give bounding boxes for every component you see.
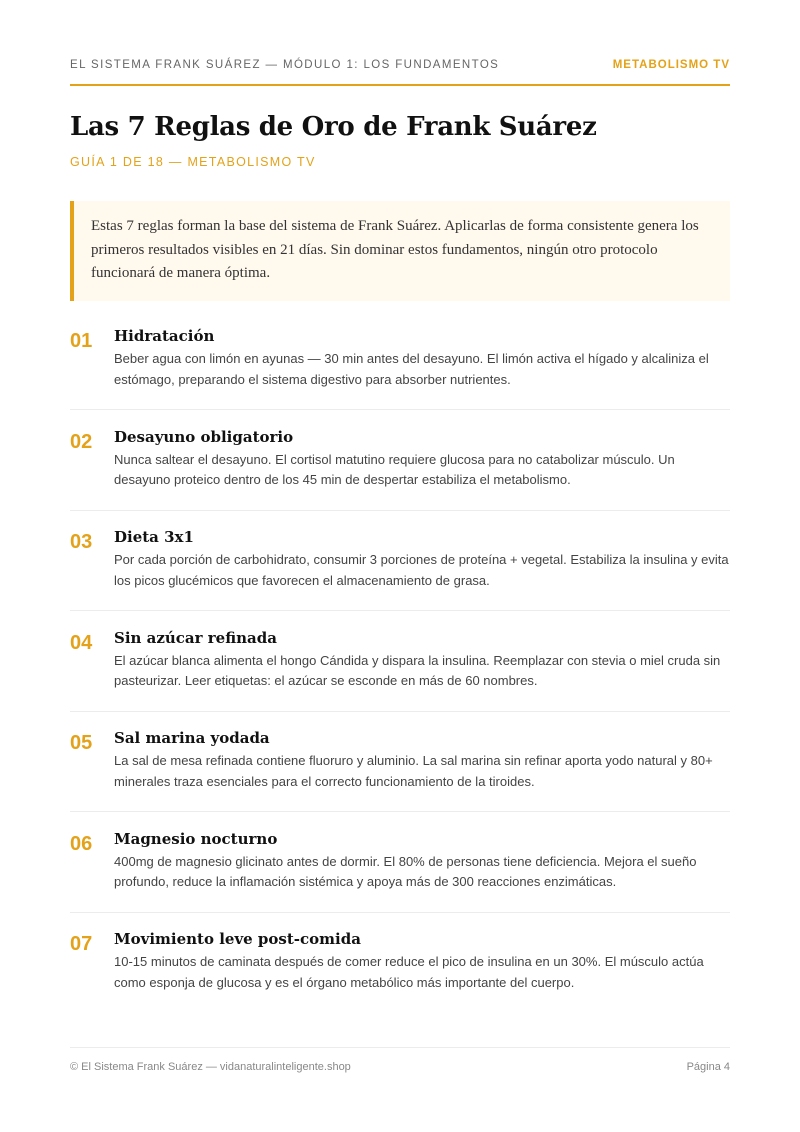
rule-description: La sal de mesa refinada contiene fluoruro y aluminio. La sal marina sin refinar aporta yodo natural y 80+ minerales traza esenciales para el correcto funcionamiento de la tiroides. [114,753,713,789]
page-title: Las 7 Reglas de Oro de Frank Suárez [70,112,597,142]
rule-title: Desayuno obligatorio [114,427,294,446]
header-module-label: EL SISTEMA FRANK SUÁREZ — MÓDULO 1: LOS FUNDAMENTOS [70,59,500,71]
rule-item [70,428,730,511]
rule-number: 05 [70,732,93,754]
rule-description: Beber agua con limón en ayunas — 30 min antes del desayuno. El limón activa el hígado y alcaliniza el estómago, preparando el sistema digestivo para absorber nutrientes. [114,351,709,387]
rule-title: Movimiento leve post-comida [114,930,361,948]
rule-title: Hidratación [114,327,215,345]
rule-item [70,327,730,410]
rule-number: 06 [70,832,93,855]
rule-description: Nunca saltear el desayuno. El cortisol matutino requiere glucosa para no catabolizar músculo. Un desayuno proteico dentro de los 45 min de despertar estabiliza el metabolismo. [114,451,675,487]
rule-number: 07 [70,933,93,955]
page-footer [70,1047,730,1073]
rule-number: 02 [70,430,93,453]
rule-title: Sin azúcar refinada [114,628,277,647]
rule-title: Sal marina yodada [114,729,270,747]
header-brand: METABOLISMO TV [612,59,730,71]
rule-title: Dieta 3x1 [114,528,194,546]
intro-callout [70,201,730,301]
rule-description: El azúcar blanca alimenta el hongo Cándida y dispara la insulina. Reemplazar con stevia o miel cruda sin pasteurizar. Leer etiquetas: el azúcar se esconde en más de 60 nombres. [114,652,721,688]
intro-text: Estas 7 reglas forman la base del sistema de Frank Suárez. Aplicarlas de forma consistente genera los primeros resultados visibles en 21 días. Sin dominar estos fundamentos, ningún otro protocolo funcionará de manera óptima. [91,218,699,281]
rule-description: 10-15 minutos de caminata después de comer reduce el pico de insulina en un 30%. El músculo actúa como esponja de glucosa y es el órgano metabólico más importante del cuerpo. [114,954,704,990]
rules-list [70,327,730,1030]
rule-item [70,930,730,1012]
rule-description: 400mg de magnesio glicinato antes de dormir. El 80% de personas tiene deficiencia. Mejora el sueño profundo, reduce la inflamación sistémica y apoya más de 300 reacciones enzimáticas. [114,853,697,889]
page-number: Página 4 [686,1061,730,1073]
footer-copyright: © El Sistema Frank Suárez — vidanaturalinteligente.shop [70,1061,351,1073]
rule-item [70,729,730,812]
rule-item [70,830,730,913]
rule-number: 01 [70,330,93,352]
rule-item [70,629,730,712]
rule-item [70,528,730,611]
rule-number: 03 [70,531,93,553]
rule-title: Magnesio nocturno [114,829,278,848]
rule-description: Por cada porción de carbohidrato, consumir 3 porciones de proteína + vegetal. Estabiliza la insulina y evita los picos glucémicos que favorecen el almacenamiento de grasa. [114,552,729,588]
rule-number: 04 [70,631,93,654]
page-header [70,56,730,86]
page-subtitle: GUÍA 1 DE 18 — METABOLISMO TV [70,155,316,169]
